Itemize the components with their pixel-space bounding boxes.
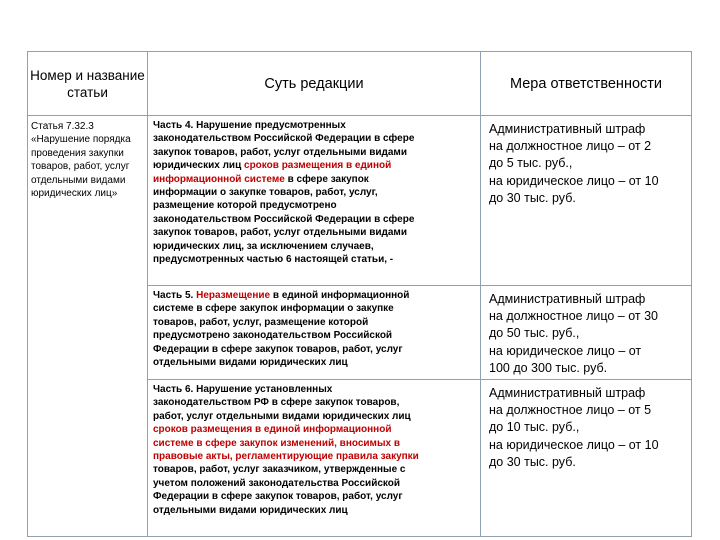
essence-line (153, 119, 474, 132)
essence-text: товаров, работ, услуг заказчиком, утвержденные с (153, 464, 406, 476)
essence-text: учетом положений законодательства Российской (153, 477, 401, 489)
essence-text: закупок товаров, работ, услуг отдельными видами (153, 227, 407, 239)
essence-cell-part4 (148, 116, 481, 286)
essence-text: в сфере закупок (284, 173, 369, 185)
essence-text: в единой информационной (270, 290, 410, 301)
essence-text: законодательством РФ в сфере закупок товаров, (153, 397, 400, 409)
liability-cell-part5 (481, 286, 692, 380)
essence-text: юридических лиц (153, 160, 245, 172)
essence-text: размещение которой предусмотрено (153, 200, 337, 212)
essence-line (153, 132, 474, 145)
essence-line (153, 240, 474, 253)
essence-line (153, 343, 474, 356)
essence-text: закупок товаров, работ, услуг отдельными видами (153, 146, 407, 158)
liability-line: на юридическое лицо – от 10 (489, 173, 659, 188)
liability-line: Административный штраф (489, 386, 646, 400)
article-text: Статья 7.32.3 «Нарушение порядка проведения закупки товаров, работ, услуг отдельными видами юридических лиц» (31, 121, 131, 200)
liability-cell-part6 (481, 380, 692, 537)
header-article-text: Номер и название статьи (30, 67, 145, 100)
essence-text: юридических лиц, за исключением случаев, (153, 240, 374, 252)
essence-line (153, 450, 474, 463)
essence-line (153, 383, 474, 396)
essence-line (153, 302, 474, 315)
essence-line (153, 410, 474, 423)
essence-text: Часть 6. Нарушение установленных (153, 384, 333, 395)
essence-text: Часть 5. (153, 290, 197, 301)
regulation-table (27, 51, 692, 537)
essence-line (153, 504, 474, 517)
liability-line: 100 до 300 тыс. руб. (489, 360, 608, 375)
liability-cell-part4 (481, 116, 692, 286)
essence-line (153, 396, 474, 409)
header-liability-text: Мера ответственности (509, 75, 663, 92)
essence-text: товаров, работ, услуг, размещение которой (153, 316, 369, 328)
liability-line: на юридическое лицо – от (489, 343, 642, 358)
liability-line: Административный штраф (489, 292, 646, 306)
essence-line (153, 253, 474, 266)
essence-highlight: сроков размещения в единой (244, 160, 392, 172)
essence-line (153, 463, 474, 476)
essence-line (153, 289, 474, 302)
essence-highlight: информационной системе (153, 173, 285, 185)
essence-text: предусмотрено законодательством Российской (153, 330, 393, 342)
essence-line (153, 159, 474, 172)
essence-cell-part6 (148, 380, 481, 537)
essence-line (153, 356, 474, 369)
essence-highlight: Неразмещение (196, 290, 271, 301)
essence-line (153, 477, 474, 490)
essence-text: системе в сфере закупок информации о закупке (153, 303, 394, 315)
essence-line (153, 199, 474, 212)
liability-line: до 5 тыс. руб., (489, 156, 573, 171)
essence-text: работ, услуг отдельными видами юридических лиц (153, 410, 411, 422)
essence-line (153, 226, 474, 239)
essence-line (153, 316, 474, 329)
essence-text: Часть 4. Нарушение предусмотренных (153, 120, 346, 131)
essence-highlight: правовые акты, регламентирующие правила закупки (153, 451, 419, 463)
header-essence (148, 52, 481, 116)
essence-line (153, 213, 474, 226)
essence-text: отдельными видами юридических лиц (153, 357, 348, 369)
essence-line (153, 186, 474, 199)
essence-line (153, 490, 474, 503)
essence-text: законодательством Российской Федерации в сфере (153, 213, 415, 225)
essence-line (153, 329, 474, 342)
liability-line: до 50 тыс. руб., (489, 326, 580, 341)
essence-line (153, 437, 474, 450)
article-cell (28, 116, 148, 537)
liability-line: до 30 тыс. руб. (489, 454, 576, 469)
essence-text: предусмотренных частью 6 настоящей статьи, - (153, 254, 394, 266)
essence-text: Федерации в сфере закупок товаров, работ, услуг (153, 491, 403, 503)
header-article (28, 52, 148, 116)
essence-line (153, 173, 474, 186)
essence-highlight: системе в сфере закупок изменений, вносимых в (153, 437, 400, 449)
essence-line (153, 423, 474, 436)
liability-line: на должностное лицо – от 30 (489, 309, 658, 324)
essence-text: Федерации в сфере закупок товаров, работ, услуг (153, 343, 403, 355)
header-liability (481, 52, 692, 116)
essence-text: законодательством Российской Федерации в сфере (153, 133, 415, 145)
essence-line (153, 146, 474, 159)
essence-text: информации о закупке товаров, работ, услуг, (153, 187, 378, 199)
liability-line: до 30 тыс. руб. (489, 190, 576, 205)
essence-text: отдельными видами юридических лиц (153, 504, 348, 516)
essence-cell-part5 (148, 286, 481, 380)
liability-line: на должностное лицо – от 2 (489, 139, 652, 154)
liability-line: на юридическое лицо – от 10 (489, 437, 659, 452)
liability-line: Административный штраф (489, 122, 646, 136)
liability-line: до 10 тыс. руб., (489, 420, 580, 435)
liability-line: на должностное лицо – от 5 (489, 403, 652, 418)
essence-highlight: сроков размещения в единой информационной (153, 424, 392, 436)
header-essence-text: Суть редакции (264, 75, 364, 92)
